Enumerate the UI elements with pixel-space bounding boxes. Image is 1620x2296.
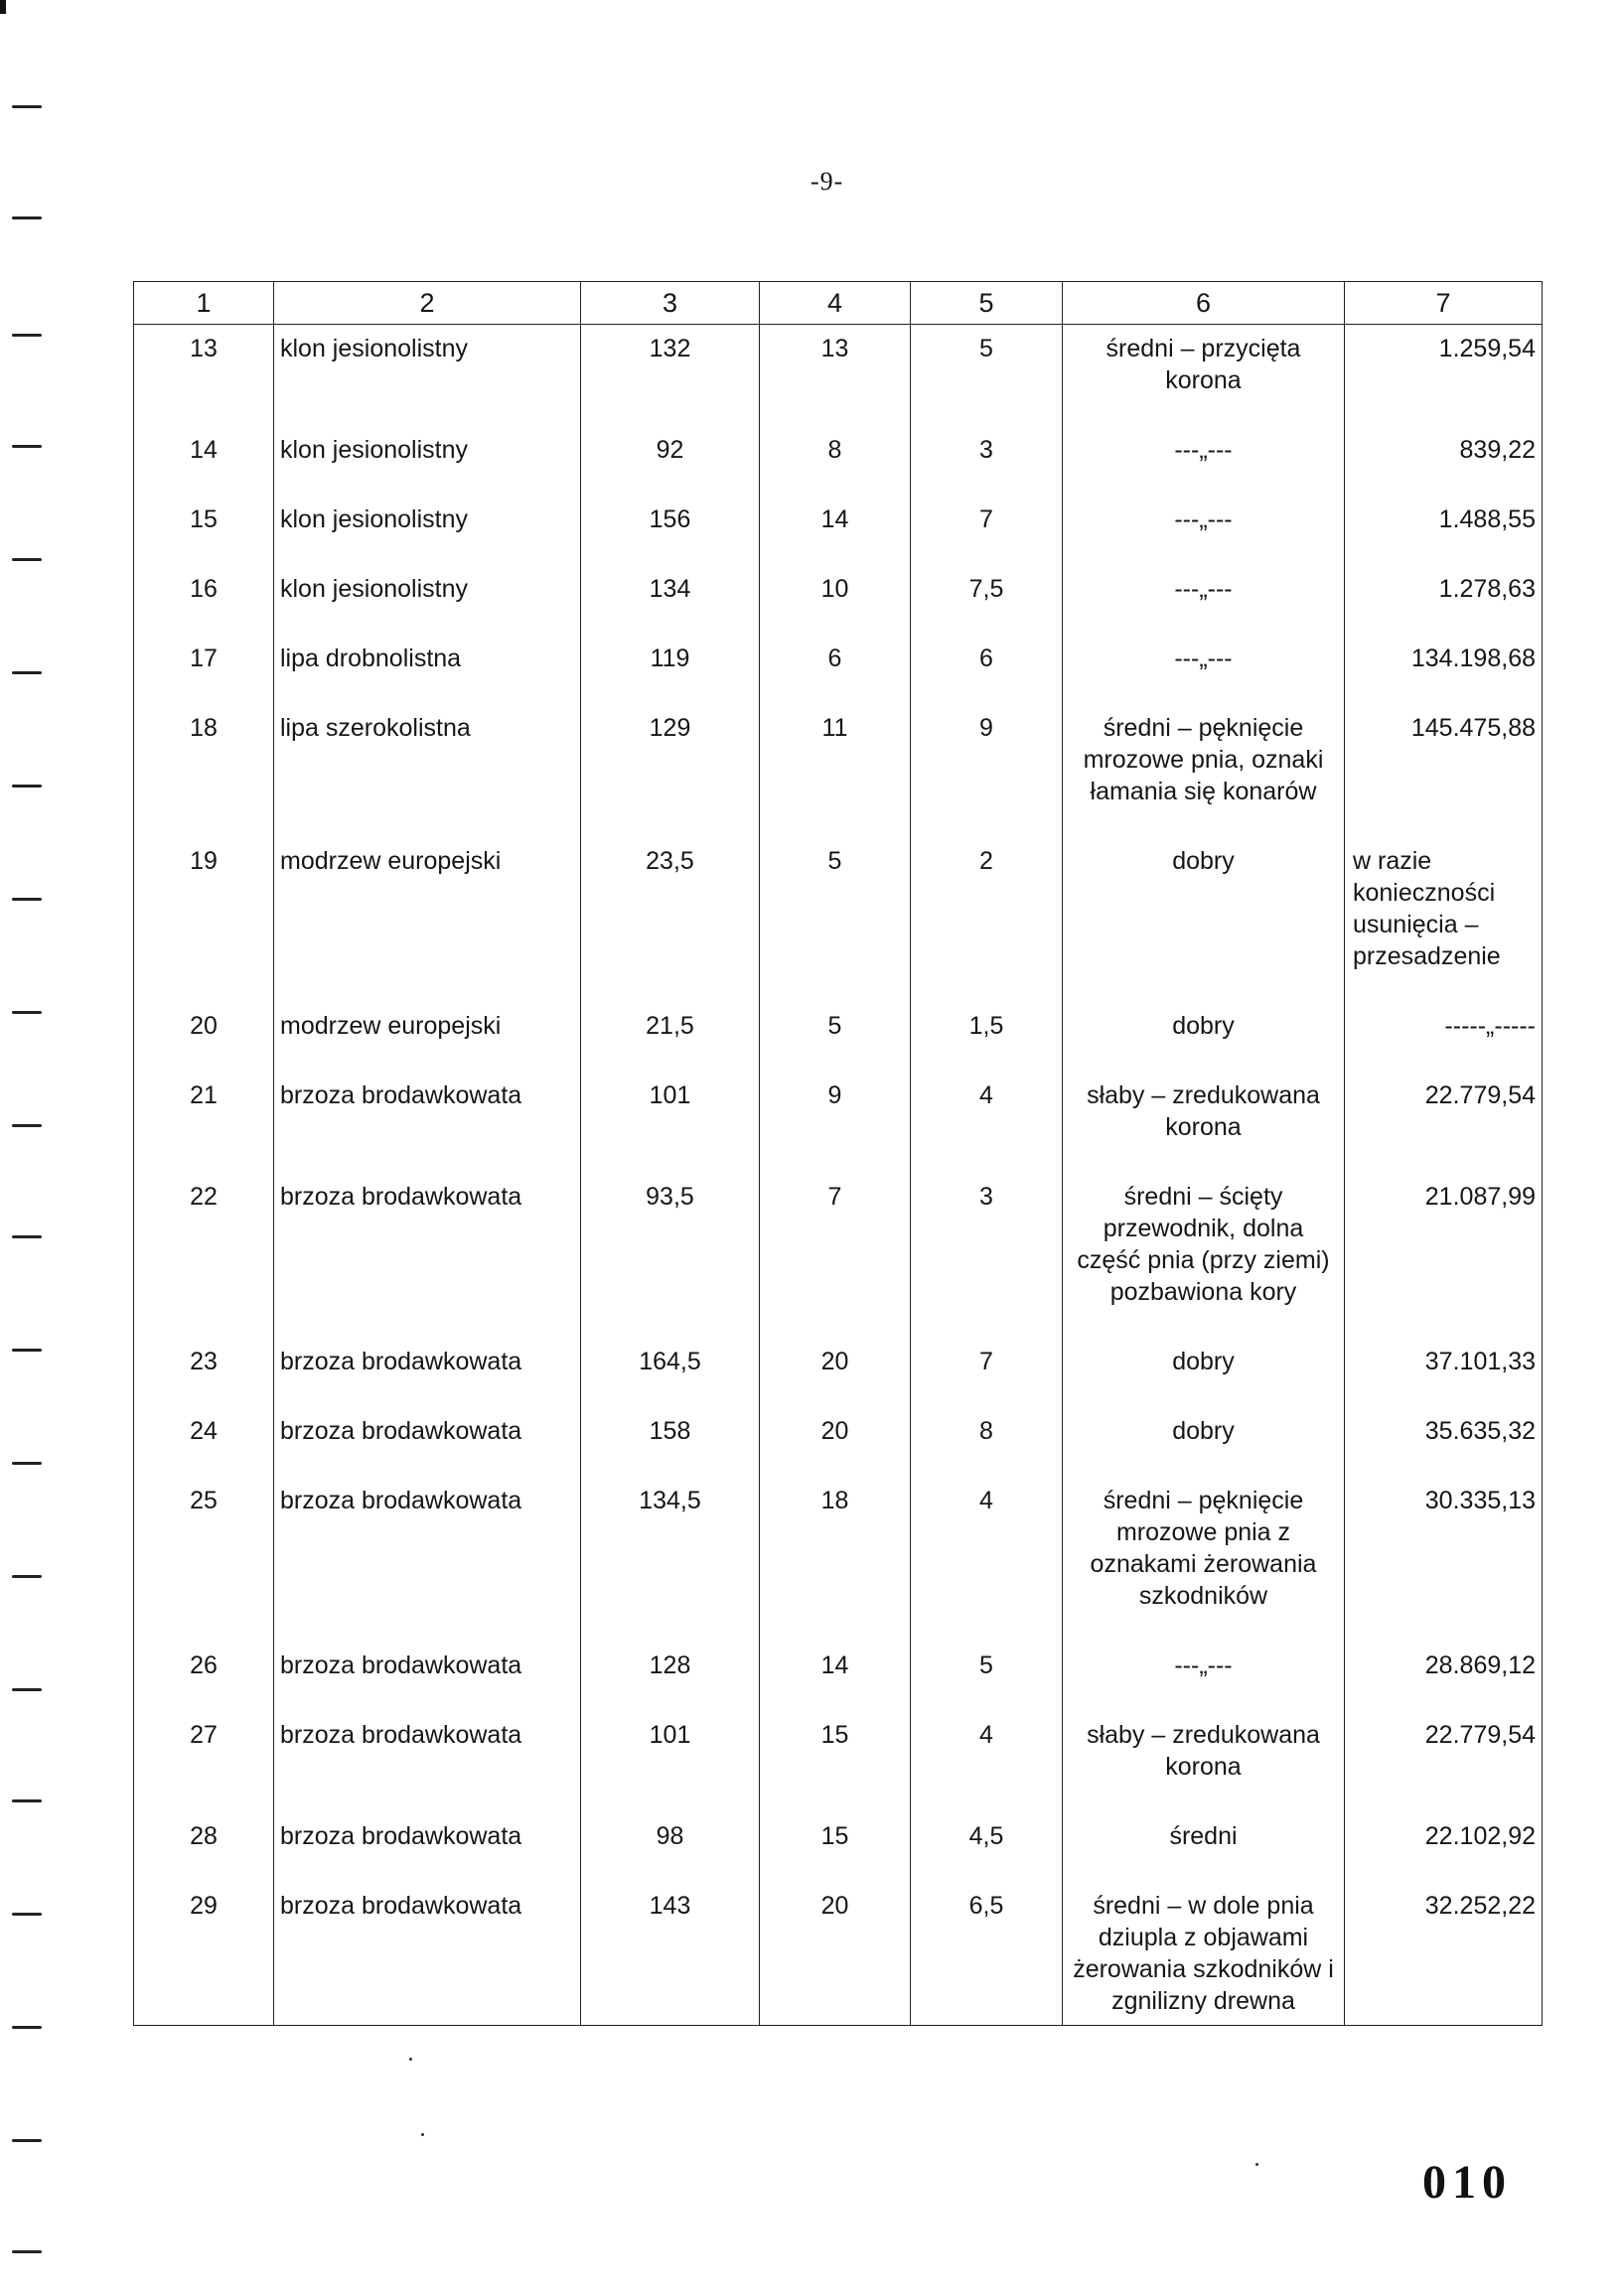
margin-mark bbox=[12, 1349, 42, 1352]
tree-species: lipa szerokolistna bbox=[274, 704, 581, 837]
table-row bbox=[134, 426, 1543, 496]
tree-number: 17 bbox=[134, 635, 274, 704]
column-5-value: 4,5 bbox=[911, 1812, 1063, 1882]
tree-value: 22.102,92 bbox=[1345, 1812, 1543, 1882]
tree-number: 24 bbox=[134, 1407, 274, 1477]
table-row bbox=[134, 635, 1543, 704]
tree-value: 839,22 bbox=[1345, 426, 1543, 496]
scan-speck bbox=[1255, 2163, 1258, 2166]
margin-mark bbox=[12, 1913, 42, 1916]
margin-mark bbox=[12, 1124, 42, 1127]
margin-mark bbox=[12, 2139, 42, 2142]
tree-number: 16 bbox=[134, 565, 274, 635]
margin-mark bbox=[12, 558, 42, 561]
tree-species: brzoza brodawkowata bbox=[274, 1882, 581, 2026]
column-5-value: 6 bbox=[911, 635, 1063, 704]
tree-species: brzoza brodawkowata bbox=[274, 1711, 581, 1812]
tree-value: 37.101,33 bbox=[1345, 1338, 1543, 1407]
scan-speck bbox=[421, 2133, 424, 2136]
table-row bbox=[134, 1002, 1543, 1072]
column-4-value: 11 bbox=[760, 704, 911, 837]
tree-condition: ---„--- bbox=[1063, 1642, 1345, 1711]
tree-species: brzoza brodawkowata bbox=[274, 1477, 581, 1642]
tree-condition: średni – w dole pnia dziupla z objawami żerowania szkodników i zgnilizny drewna bbox=[1063, 1882, 1345, 2026]
tree-species: modrzew europejski bbox=[274, 1002, 581, 1072]
margin-mark bbox=[12, 216, 42, 219]
column-5-value: 5 bbox=[911, 1642, 1063, 1711]
tree-species: klon jesionolistny bbox=[274, 426, 581, 496]
column-5-value: 4 bbox=[911, 1477, 1063, 1642]
header-row bbox=[134, 282, 1543, 325]
tree-inventory-table bbox=[133, 281, 1543, 2026]
tree-value: 32.252,22 bbox=[1345, 1882, 1543, 2026]
margin-mark bbox=[12, 1011, 42, 1014]
margin-mark bbox=[12, 105, 42, 108]
margin-mark bbox=[12, 2026, 42, 2029]
page-number: -9- bbox=[810, 167, 844, 196]
column-4-value: 10 bbox=[760, 565, 911, 635]
tree-condition: ---„--- bbox=[1063, 426, 1345, 496]
tree-number: 20 bbox=[134, 1002, 274, 1072]
tree-number: 21 bbox=[134, 1072, 274, 1173]
margin-mark bbox=[12, 1575, 42, 1578]
column-4-value: 14 bbox=[760, 1642, 911, 1711]
table-row bbox=[134, 1407, 1543, 1477]
tree-number: 22 bbox=[134, 1173, 274, 1338]
tree-condition: ---„--- bbox=[1063, 635, 1345, 704]
table-row bbox=[134, 1812, 1543, 1882]
column-3-value: 119 bbox=[581, 635, 760, 704]
tree-value: -----„----- bbox=[1345, 1002, 1543, 1072]
tree-value: 1.259,54 bbox=[1345, 325, 1543, 427]
column-3-value: 98 bbox=[581, 1812, 760, 1882]
table-row bbox=[134, 1642, 1543, 1711]
column-5-value: 8 bbox=[911, 1407, 1063, 1477]
column-5-value: 3 bbox=[911, 426, 1063, 496]
table-row bbox=[134, 1338, 1543, 1407]
tree-condition: dobry bbox=[1063, 1407, 1345, 1477]
tree-number: 13 bbox=[134, 325, 274, 427]
tree-species: brzoza brodawkowata bbox=[274, 1173, 581, 1338]
table-row bbox=[134, 837, 1543, 1002]
column-5-value: 7,5 bbox=[911, 565, 1063, 635]
column-header: 5 bbox=[911, 282, 1063, 325]
column-4-value: 5 bbox=[760, 1002, 911, 1072]
tree-species: klon jesionolistny bbox=[274, 325, 581, 427]
margin-mark bbox=[12, 1462, 42, 1465]
tree-value: 1.488,55 bbox=[1345, 496, 1543, 565]
column-4-value: 9 bbox=[760, 1072, 911, 1173]
tree-condition: ---„--- bbox=[1063, 496, 1345, 565]
tree-number: 26 bbox=[134, 1642, 274, 1711]
column-header: 7 bbox=[1345, 282, 1543, 325]
margin-mark bbox=[12, 1799, 42, 1802]
tree-species: modrzew europejski bbox=[274, 837, 581, 1002]
tree-value: 145.475,88 bbox=[1345, 704, 1543, 837]
column-header: 2 bbox=[274, 282, 581, 325]
table-row bbox=[134, 565, 1543, 635]
tree-number: 18 bbox=[134, 704, 274, 837]
column-5-value: 6,5 bbox=[911, 1882, 1063, 2026]
table-row bbox=[134, 1477, 1543, 1642]
column-header: 1 bbox=[134, 282, 274, 325]
column-3-value: 23,5 bbox=[581, 837, 760, 1002]
margin-mark bbox=[12, 671, 42, 674]
column-4-value: 8 bbox=[760, 426, 911, 496]
column-4-value: 14 bbox=[760, 496, 911, 565]
tree-value: 1.278,63 bbox=[1345, 565, 1543, 635]
table-row bbox=[134, 1173, 1543, 1338]
tree-condition: średni bbox=[1063, 1812, 1345, 1882]
table-row bbox=[134, 496, 1543, 565]
scan-speck bbox=[409, 2058, 412, 2061]
column-3-value: 132 bbox=[581, 325, 760, 427]
tree-species: brzoza brodawkowata bbox=[274, 1338, 581, 1407]
column-4-value: 20 bbox=[760, 1338, 911, 1407]
column-4-value: 7 bbox=[760, 1173, 911, 1338]
column-4-value: 20 bbox=[760, 1407, 911, 1477]
tree-number: 19 bbox=[134, 837, 274, 1002]
tree-value: 22.779,54 bbox=[1345, 1072, 1543, 1173]
tree-number: 14 bbox=[134, 426, 274, 496]
column-5-value: 4 bbox=[911, 1711, 1063, 1812]
tree-condition: dobry bbox=[1063, 837, 1345, 1002]
margin-mark bbox=[12, 898, 42, 901]
tree-number: 29 bbox=[134, 1882, 274, 2026]
column-3-value: 129 bbox=[581, 704, 760, 837]
column-3-value: 143 bbox=[581, 1882, 760, 2026]
tree-species: brzoza brodawkowata bbox=[274, 1072, 581, 1173]
table-row bbox=[134, 1072, 1543, 1173]
tree-value: 21.087,99 bbox=[1345, 1173, 1543, 1338]
tree-species: klon jesionolistny bbox=[274, 496, 581, 565]
tree-condition: dobry bbox=[1063, 1338, 1345, 1407]
column-4-value: 20 bbox=[760, 1882, 911, 2026]
column-3-value: 21,5 bbox=[581, 1002, 760, 1072]
margin-mark bbox=[12, 334, 42, 337]
tree-value-note: w razie konieczności usunięcia – przesadzenie bbox=[1345, 837, 1543, 1002]
sheet-stamp-number: 010 bbox=[1422, 2156, 1512, 2209]
corner-mark bbox=[0, 0, 6, 14]
column-header: 3 bbox=[581, 282, 760, 325]
table-row bbox=[134, 704, 1543, 837]
column-5-value: 3 bbox=[911, 1173, 1063, 1338]
column-3-value: 164,5 bbox=[581, 1338, 760, 1407]
column-5-value: 1,5 bbox=[911, 1002, 1063, 1072]
column-3-value: 93,5 bbox=[581, 1173, 760, 1338]
table-row bbox=[134, 325, 1543, 427]
column-3-value: 156 bbox=[581, 496, 760, 565]
column-3-value: 101 bbox=[581, 1711, 760, 1812]
tree-number: 25 bbox=[134, 1477, 274, 1642]
table-body bbox=[134, 325, 1543, 2026]
tree-number: 28 bbox=[134, 1812, 274, 1882]
tree-condition: dobry bbox=[1063, 1002, 1345, 1072]
column-4-value: 6 bbox=[760, 635, 911, 704]
tree-species: brzoza brodawkowata bbox=[274, 1407, 581, 1477]
column-4-value: 15 bbox=[760, 1812, 911, 1882]
tree-species: brzoza brodawkowata bbox=[274, 1642, 581, 1711]
table-row bbox=[134, 1882, 1543, 2026]
column-5-value: 7 bbox=[911, 1338, 1063, 1407]
column-header: 6 bbox=[1063, 282, 1345, 325]
table-row bbox=[134, 1711, 1543, 1812]
column-3-value: 101 bbox=[581, 1072, 760, 1173]
tree-species: brzoza brodawkowata bbox=[274, 1812, 581, 1882]
margin-mark bbox=[12, 2250, 42, 2253]
tree-number: 15 bbox=[134, 496, 274, 565]
tree-condition: średni – ścięty przewodnik, dolna część pnia (przy ziemi) pozbawiona kory bbox=[1063, 1173, 1345, 1338]
tree-condition: ---„--- bbox=[1063, 565, 1345, 635]
column-3-value: 134,5 bbox=[581, 1477, 760, 1642]
tree-value: 35.635,32 bbox=[1345, 1407, 1543, 1477]
margin-mark bbox=[12, 785, 42, 788]
margin-mark bbox=[12, 1235, 42, 1238]
column-4-value: 15 bbox=[760, 1711, 911, 1812]
tree-value: 134.198,68 bbox=[1345, 635, 1543, 704]
tree-condition: średni – przycięta korona bbox=[1063, 325, 1345, 427]
column-4-value: 13 bbox=[760, 325, 911, 427]
tree-species: lipa drobnolistna bbox=[274, 635, 581, 704]
tree-condition: słaby – zredukowana korona bbox=[1063, 1711, 1345, 1812]
tree-number: 23 bbox=[134, 1338, 274, 1407]
margin-mark bbox=[12, 445, 42, 448]
column-3-value: 134 bbox=[581, 565, 760, 635]
margin-mark bbox=[12, 1688, 42, 1691]
column-header: 4 bbox=[760, 282, 911, 325]
tree-value: 30.335,13 bbox=[1345, 1477, 1543, 1642]
column-5-value: 4 bbox=[911, 1072, 1063, 1173]
column-5-value: 9 bbox=[911, 704, 1063, 837]
tree-number: 27 bbox=[134, 1711, 274, 1812]
column-4-value: 5 bbox=[760, 837, 911, 1002]
binding-margin-marks bbox=[0, 0, 60, 2296]
tree-species: klon jesionolistny bbox=[274, 565, 581, 635]
tree-value: 28.869,12 bbox=[1345, 1642, 1543, 1711]
tree-condition: średni – pęknięcie mrozowe pnia, oznaki łamania się konarów bbox=[1063, 704, 1345, 837]
column-5-value: 2 bbox=[911, 837, 1063, 1002]
column-4-value: 18 bbox=[760, 1477, 911, 1642]
tree-value: 22.779,54 bbox=[1345, 1711, 1543, 1812]
column-3-value: 128 bbox=[581, 1642, 760, 1711]
tree-condition: średni – pęknięcie mrozowe pnia z oznakami żerowania szkodników bbox=[1063, 1477, 1345, 1642]
column-5-value: 7 bbox=[911, 496, 1063, 565]
column-3-value: 158 bbox=[581, 1407, 760, 1477]
column-3-value: 92 bbox=[581, 426, 760, 496]
tree-condition: słaby – zredukowana korona bbox=[1063, 1072, 1345, 1173]
column-5-value: 5 bbox=[911, 325, 1063, 427]
